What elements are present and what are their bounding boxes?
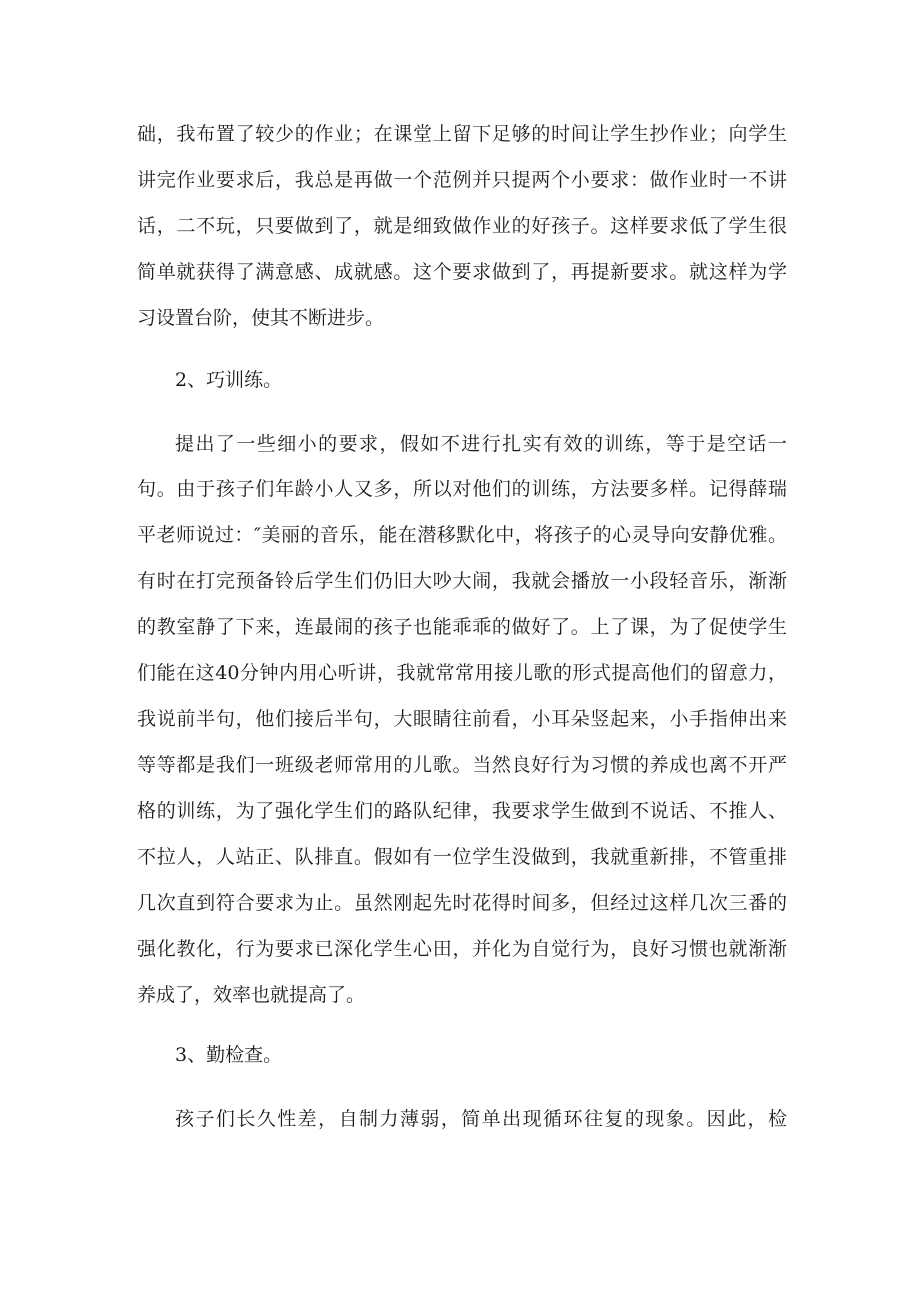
section-heading: 3、勤检查。 — [175, 1044, 283, 1066]
paragraph-line: 提出了一些细小的要求，假如不进行扎实有效的训练，等于是空话一 — [175, 433, 787, 455]
paragraph-line: 格的训练，为了强化学生们的路队纪律，我要求学生做到不说话、不推人、 — [137, 800, 787, 822]
paragraph-line: 强化教化，行为要求已深化学生心田，并化为自觉行为，良好习惯也就渐渐 — [137, 938, 787, 960]
paragraph-line: 等等都是我们一班级老师常用的儿歌。当然良好行为习惯的养成也离不开严 — [137, 754, 787, 776]
paragraph-line: 我说前半句，他们接后半句，大眼睛往前看，小耳朵竖起来，小手指伸出来 — [137, 708, 787, 730]
paragraph-line: 础，我布置了较少的作业；在课堂上留下足够的时间让学生抄作业；向学生 — [137, 123, 787, 145]
paragraph-line: 孩子们长久性差，自制力薄弱，简单出现循环往复的现象。因此，检 — [175, 1108, 787, 1130]
paragraph-line: 平老师说过：″美丽的音乐，能在潜移默化中，将孩子的心灵导向安静优雅。 — [137, 524, 787, 546]
paragraph-line: 不拉人，人站正、队排直。假如有一位学生没做到，我就重新排，不管重排 — [137, 846, 787, 868]
paragraph-line: 句。由于孩子们年龄小人又多，所以对他们的训练，方法要多样。记得薛瑞 — [137, 478, 787, 500]
section-heading: 2、巧训练。 — [175, 369, 283, 391]
paragraph-line: 讲完作业要求后，我总是再做一个范例并只提两个小要求：做作业时一不讲 — [137, 169, 787, 191]
paragraph-line: 的教室静了下来，连最闹的孩子也能乖乖的做好了。上了课，为了促使学生 — [137, 616, 787, 638]
paragraph-line: 话，二不玩，只要做到了，就是细致做作业的好孩子。这样要求低了学生很 — [137, 215, 787, 237]
paragraph-line: 们能在这40分钟内用心听讲，我就常常用接儿歌的形式提高他们的留意力， — [137, 662, 787, 684]
paragraph-line: 养成了，效率也就提高了。 — [137, 984, 366, 1006]
paragraph-line: 几次直到符合要求为止。虽然刚起先时花得时间多，但经过这样几次三番的 — [137, 892, 787, 914]
paragraph-line: 简单就获得了满意感、成就感。这个要求做到了，再提新要求。就这样为学 — [137, 261, 787, 283]
paragraph-line: 有时在打完预备铃后学生们仍旧大吵大闹，我就会播放一小段轻音乐，渐渐 — [137, 570, 787, 592]
paragraph-line: 习设置台阶，使其不断进步。 — [137, 307, 385, 329]
